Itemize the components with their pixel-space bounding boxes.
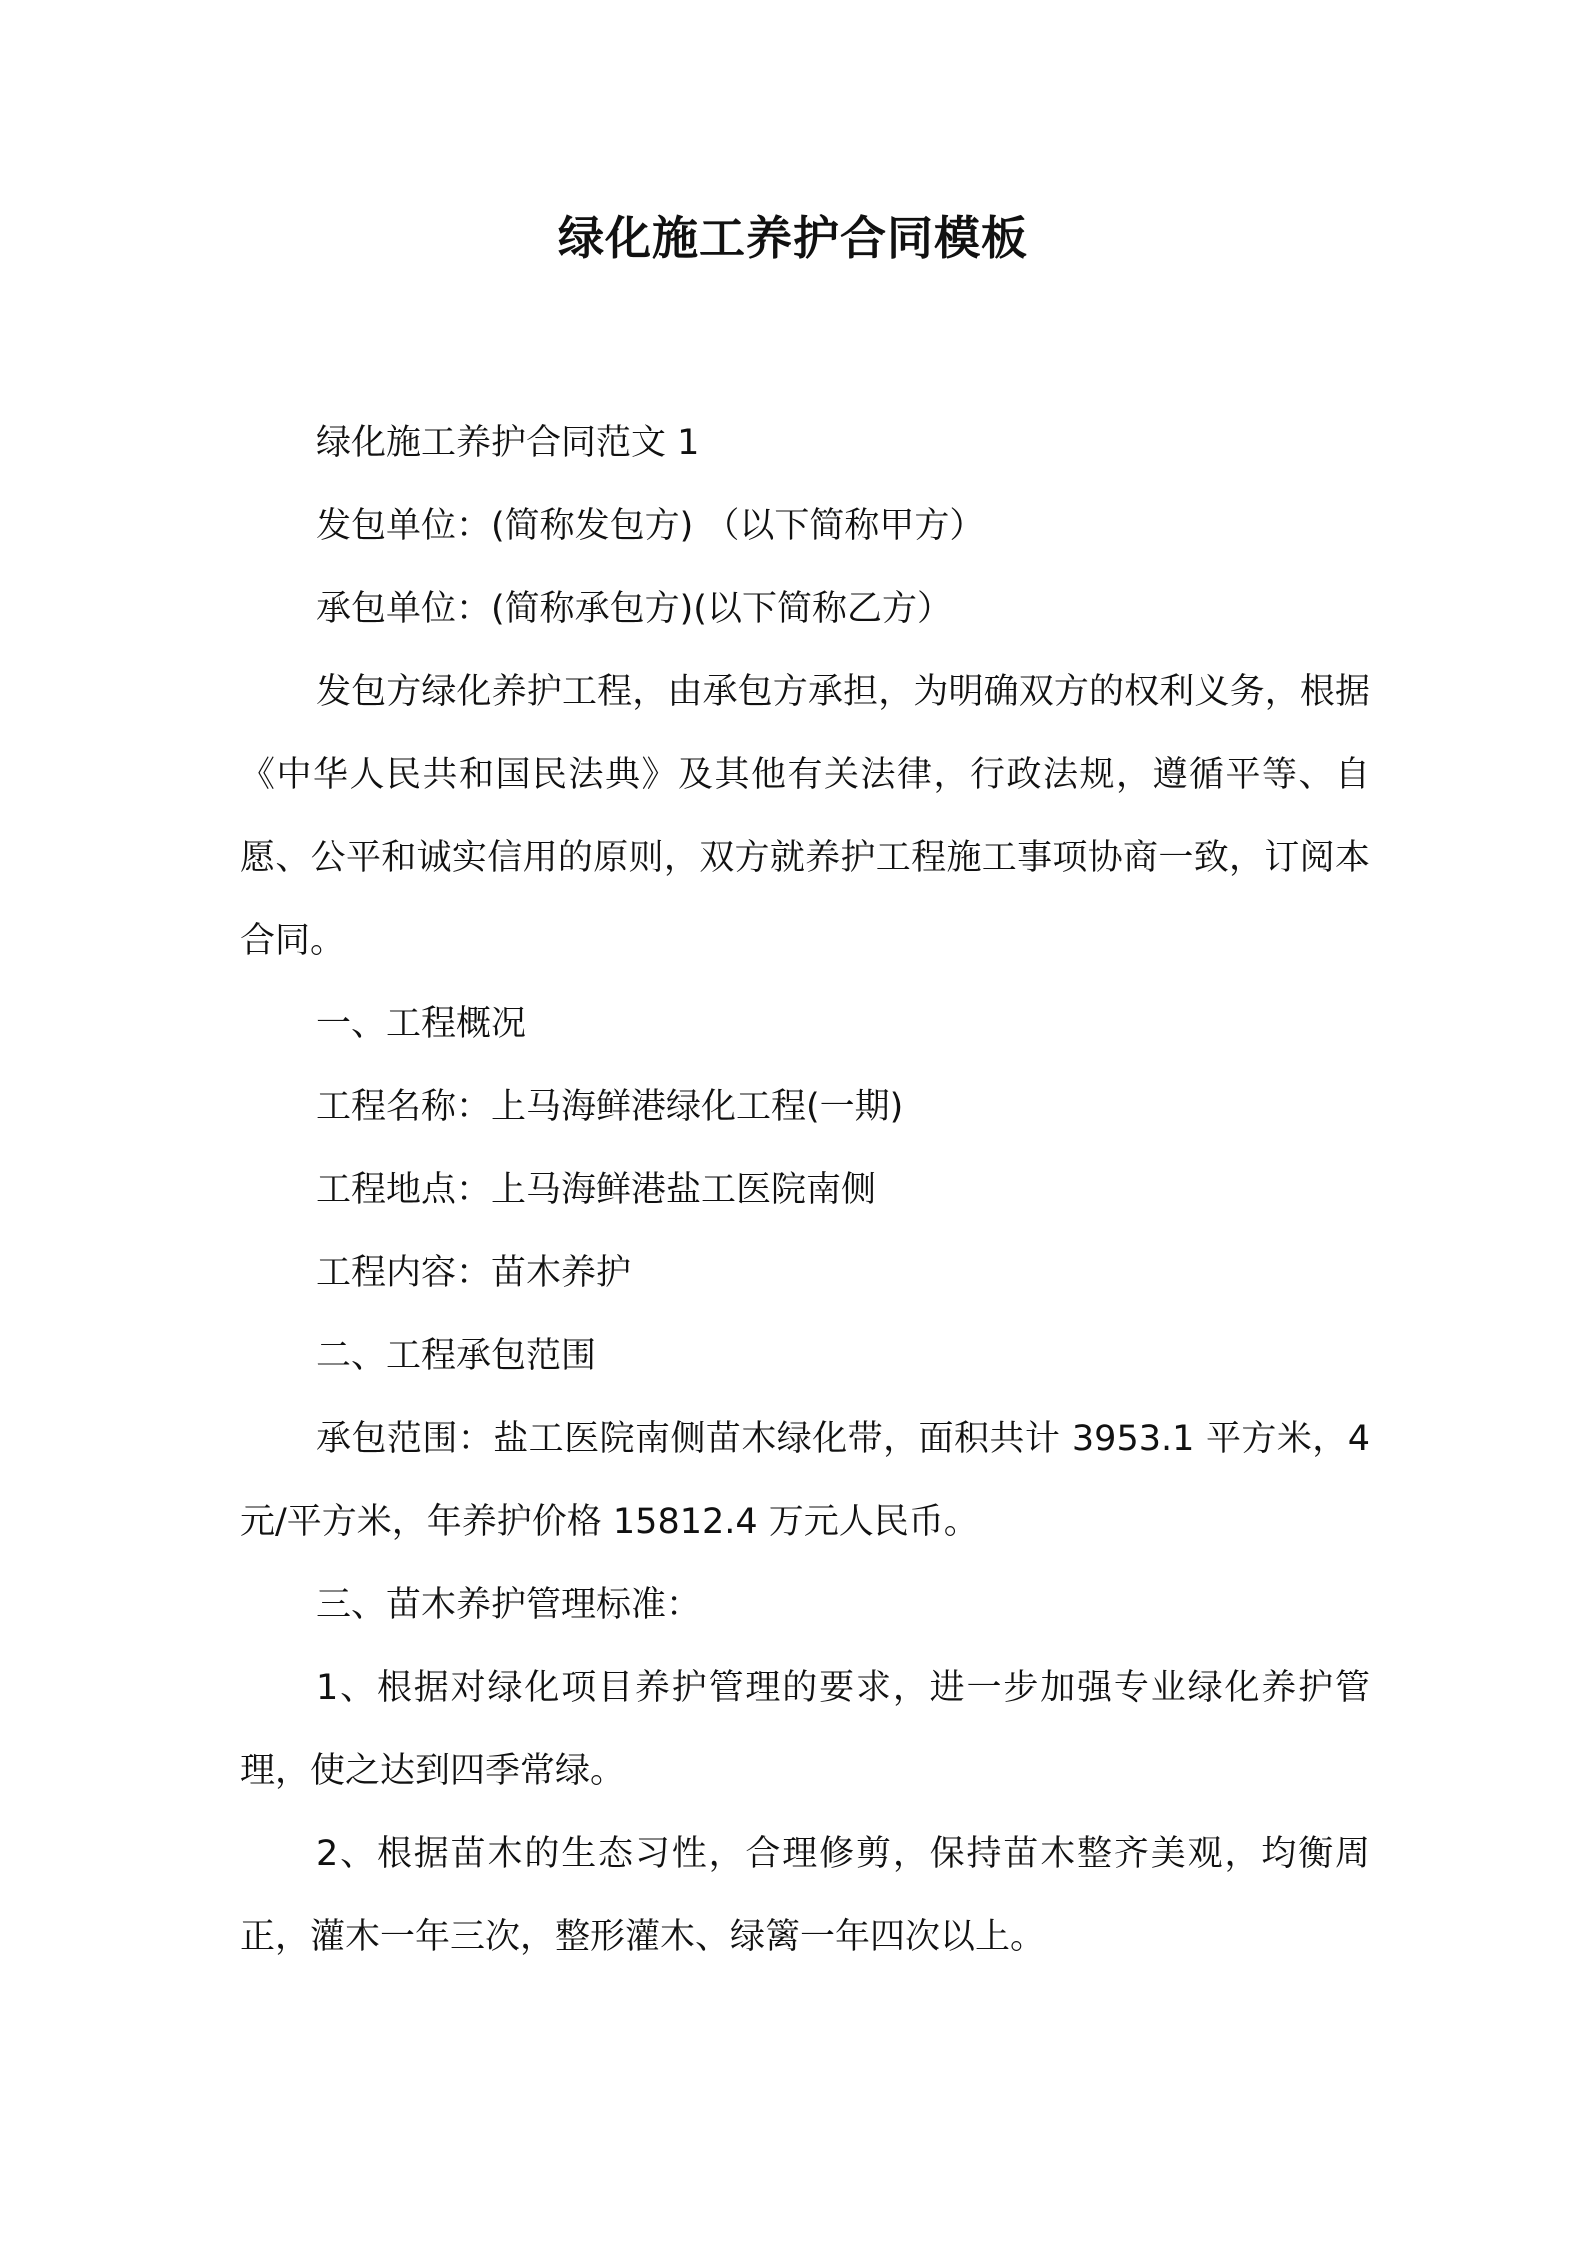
paragraph-preamble: 发包方绿化养护工程，由承包方承担，为明确双方的权利义务，根据《中华人民共和国民法典》及其他有关法律，行政法规，遵循平等、自愿、公平和诚实信用的原则，双方就养护工程施工事项协商一致，订阅本合同。 — [240, 672, 1370, 961]
document-title: 绿化施工养护合同模板 — [558, 211, 1028, 265]
paragraph-project-content: 工程内容：苗木养护 — [316, 1253, 632, 1293]
paragraph-sample-heading: 绿化施工养护合同范文 1 — [316, 423, 700, 463]
paragraph-standard-1: 1、根据对绿化项目养护管理的要求，进一步加强专业绿化养护管理，使之达到四季常绿。 — [240, 1668, 1370, 1791]
document-body — [240, 402, 1370, 1979]
paragraph-contractor: 承包单位：(简称承包方)(以下简称乙方） — [316, 589, 952, 629]
paragraph-employer: 发包单位：(简称发包方) （以下简称甲方） — [316, 506, 985, 546]
paragraph-scope-detail: 承包范围：盐工医院南侧苗木绿化带，面积共计 3953.1 平方米，4 元/平方米，年养护价格 15812.4 万元人民币。 — [240, 1419, 1370, 1542]
section-heading-scope: 二、工程承包范围 — [316, 1336, 597, 1376]
paragraph-project-name: 工程名称：上马海鲜港绿化工程(一期) — [316, 1087, 904, 1127]
paragraph-standard-2: 2、根据苗木的生态习性，合理修剪，保持苗木整齐美观，均衡周正，灌木一年三次，整形灌木、绿篱一年四次以上。 — [240, 1834, 1370, 1957]
paragraph-project-location: 工程地点：上马海鲜港盐工医院南侧 — [316, 1170, 877, 1210]
section-heading-standards: 三、苗木养护管理标准： — [316, 1585, 702, 1625]
section-heading-overview: 一、工程概况 — [316, 1004, 527, 1044]
